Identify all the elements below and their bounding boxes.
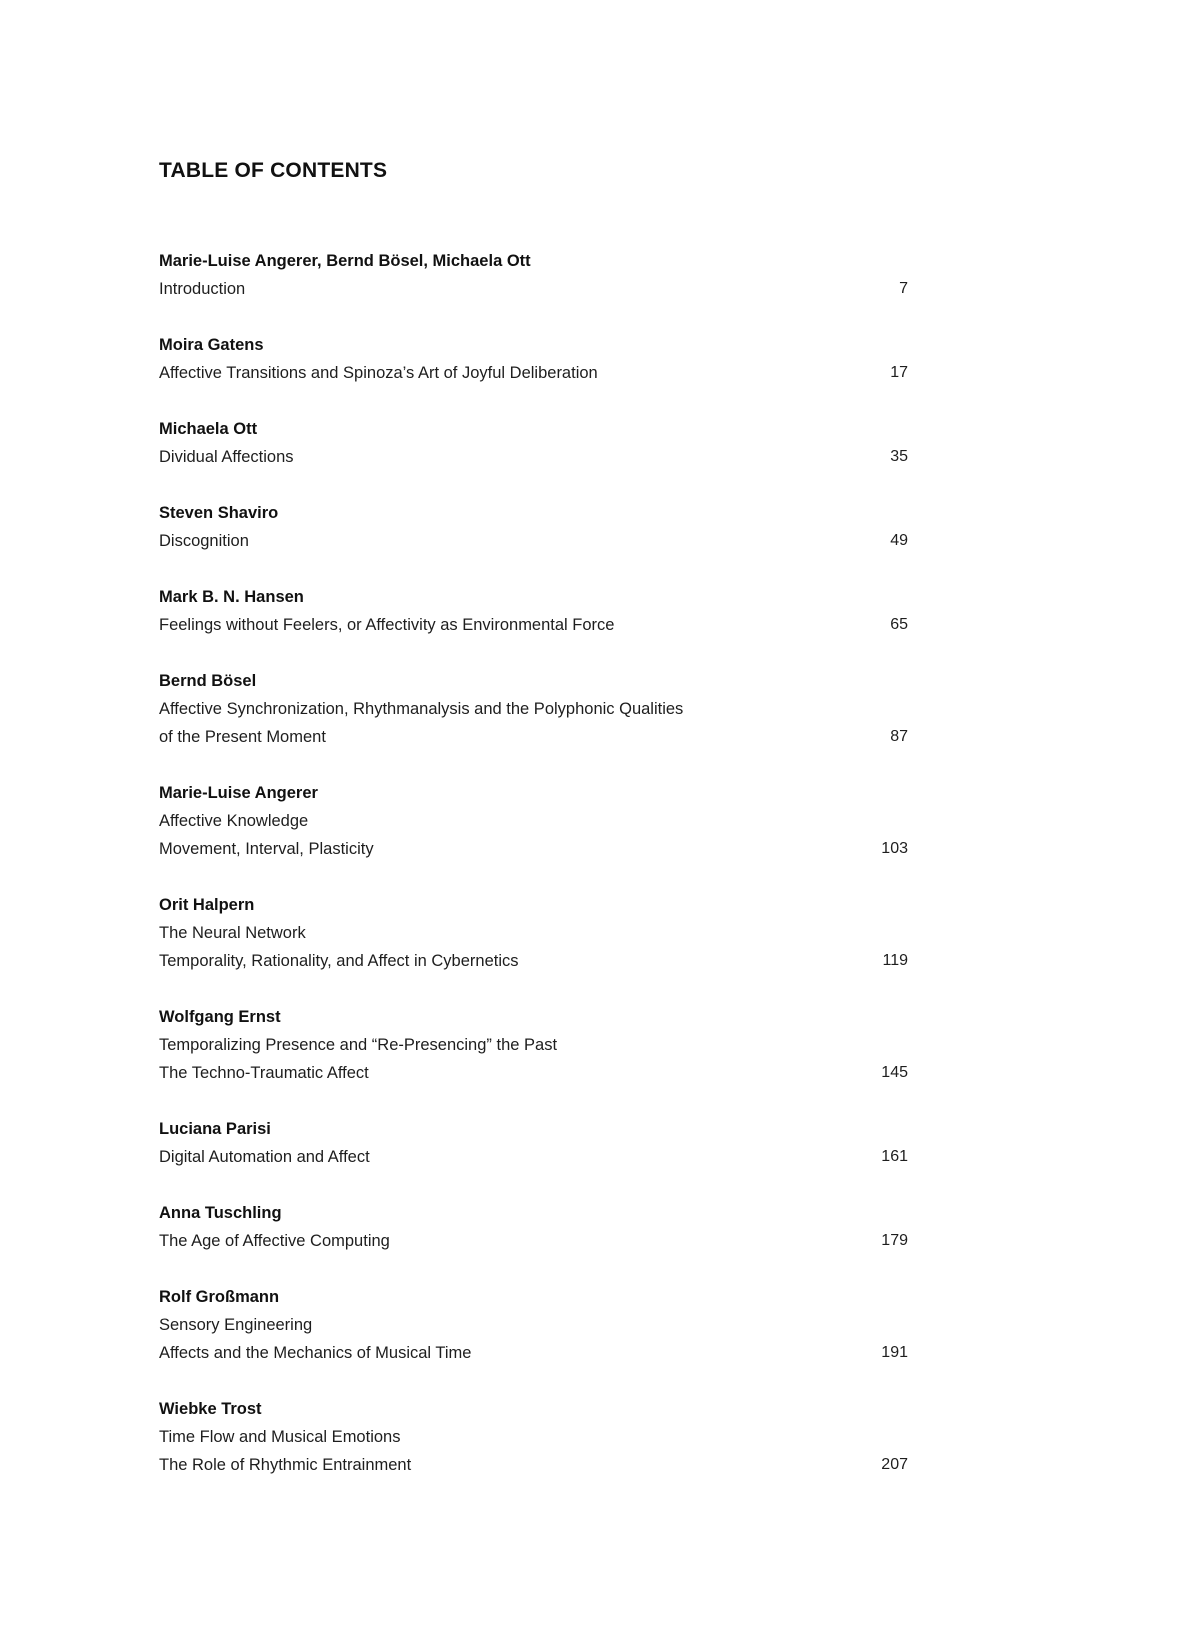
toc-entry [159, 415, 908, 471]
toc-entry-authors: Orit Halpern [159, 896, 255, 914]
toc-entry-page-number: 7 [899, 280, 908, 297]
toc-entry-authors: Steven Shaviro [159, 504, 279, 522]
page-title: TABLE OF CONTENTS [159, 159, 388, 182]
toc-entry-authors: Wiebke Trost [159, 1400, 262, 1418]
toc-entry-page-number: 65 [890, 616, 908, 633]
toc-entry-authors: Luciana Parisi [159, 1120, 271, 1138]
toc-entry-title-line: The Role of Rhythmic Entrainment [159, 1456, 412, 1474]
toc-entry-title-line: Temporality, Rationality, and Affect in Cybernetics [159, 952, 519, 970]
toc-entry-page-number: 49 [890, 532, 908, 549]
toc-entry-page-number: 35 [890, 448, 908, 465]
toc-entry-title-line: The Techno-Traumatic Affect [159, 1064, 369, 1082]
toc-entry-title-line: Introduction [159, 280, 246, 298]
toc-entry-authors: Marie-Luise Angerer, Bernd Bösel, Michaela Ott [159, 252, 531, 270]
toc-entry-authors: Mark B. N. Hansen [159, 588, 304, 606]
toc-entry-title-line: Digital Automation and Affect [159, 1148, 370, 1166]
toc-entry-title-line: Temporalizing Presence and “Re-Presencing” the Past [159, 1036, 558, 1054]
toc-entry [159, 667, 908, 751]
toc-entry-title-line: Affective Transitions and Spinoza’s Art of Joyful Deliberation [159, 364, 598, 382]
toc-entry-title-line: The Neural Network [159, 924, 306, 942]
toc-entry [159, 1199, 908, 1255]
toc-entry-page-number: 207 [881, 1456, 908, 1473]
toc-entry-title-line: Affects and the Mechanics of Musical Time [159, 1344, 472, 1362]
toc-entry-page-number: 145 [881, 1064, 908, 1081]
toc-entry-title-line: of the Present Moment [159, 728, 326, 746]
toc-entry [159, 1395, 908, 1479]
toc-entry-authors: Wolfgang Ernst [159, 1008, 281, 1026]
toc-entry-authors: Moira Gatens [159, 336, 264, 354]
toc-entry-title-line: Discognition [159, 532, 249, 550]
toc-entry [159, 779, 908, 863]
toc-entry-page-number: 179 [881, 1232, 908, 1249]
toc-entry-page-number: 103 [881, 840, 908, 857]
toc-entry-authors: Marie-Luise Angerer [159, 784, 318, 802]
toc-entry [159, 247, 908, 303]
toc-entry-page-number: 191 [881, 1344, 908, 1361]
toc-entry-authors: Anna Tuschling [159, 1204, 282, 1222]
toc-entry-title-line: Affective Synchronization, Rhythmanalysis and the Polyphonic Qualities [159, 700, 684, 718]
toc-entry [159, 891, 908, 975]
toc-list [159, 247, 908, 1507]
toc-entry-title-line: Time Flow and Musical Emotions [159, 1428, 401, 1446]
toc-entry-title-line: Affective Knowledge [159, 812, 309, 830]
toc-entry-authors: Michaela Ott [159, 420, 258, 438]
toc-entry-authors: Bernd Bösel [159, 672, 257, 690]
toc-entry-page-number: 119 [882, 952, 908, 969]
toc-entry-title-line: The Age of Affective Computing [159, 1232, 390, 1250]
toc-entry [159, 499, 908, 555]
toc-entry [159, 331, 908, 387]
toc-entry [159, 1115, 908, 1171]
toc-entry-title-line: Feelings without Feelers, or Affectivity as Environmental Force [159, 616, 615, 634]
toc-entry-title-line: Dividual Affections [159, 448, 294, 466]
toc-entry-page-number: 17 [890, 364, 908, 381]
toc-entry-page-number: 87 [890, 728, 908, 745]
toc-entry [159, 1003, 908, 1087]
toc-entry-page-number: 161 [881, 1148, 908, 1165]
toc-entry-authors: Rolf Großmann [159, 1288, 280, 1306]
toc-entry-title-line: Movement, Interval, Plasticity [159, 840, 374, 858]
toc-entry [159, 1283, 908, 1367]
toc-entry [159, 583, 908, 639]
toc-entry-title-line: Sensory Engineering [159, 1316, 313, 1334]
